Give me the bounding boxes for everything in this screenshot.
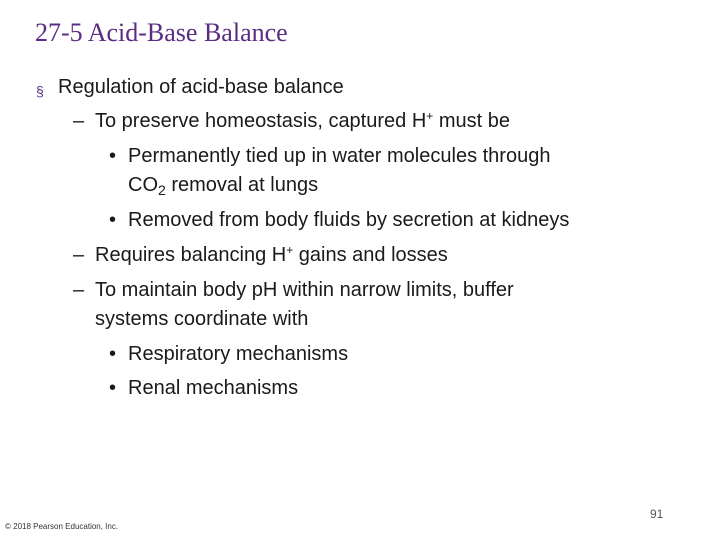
dash-bullet-icon: – <box>73 110 85 132</box>
dot-bullet-icon: • <box>109 377 117 399</box>
bullet-maintain-ph-cont: systems coordinate with <box>95 308 309 330</box>
subscript-two: 2 <box>158 182 166 198</box>
bullet-regulation: Regulation of acid-base balance <box>58 76 344 98</box>
bullet-respiratory: Respiratory mechanisms <box>128 343 349 365</box>
bullet-removed-kidneys: Removed from body fluids by secretion at kidneys <box>128 209 570 231</box>
text-part: must be <box>433 110 510 132</box>
text-part: To preserve homeostasis, captured H <box>95 110 427 132</box>
bullet-preserve-homeostasis <box>95 109 510 133</box>
text-part: removal at lungs <box>165 174 319 196</box>
text-part: CO <box>128 174 158 196</box>
bullet-permanently-tied-cont <box>128 173 318 197</box>
slide-title: 27-5 Acid-Base Balance <box>35 18 288 47</box>
page-number: 91 <box>650 507 664 521</box>
dash-bullet-icon: – <box>73 279 85 301</box>
dot-bullet-icon: • <box>109 209 117 231</box>
text-part: gains and losses <box>293 244 448 266</box>
dot-bullet-icon: • <box>109 145 117 167</box>
superscript-plus: + <box>286 243 294 257</box>
dot-bullet-icon: • <box>109 343 117 365</box>
copyright-notice: © 2018 Pearson Education, Inc. <box>5 522 119 531</box>
bullet-requires-balancing <box>95 243 448 267</box>
square-bullet-icon: § <box>36 83 44 99</box>
bullet-permanently-tied: Permanently tied up in water molecules through <box>128 145 551 167</box>
bullet-renal: Renal mechanisms <box>128 377 299 399</box>
dash-bullet-icon: – <box>73 244 85 266</box>
text-part: Requires balancing H <box>95 244 287 266</box>
bullet-maintain-ph: To maintain body pH within narrow limits, buffer <box>95 279 514 301</box>
superscript-plus: + <box>426 109 434 123</box>
